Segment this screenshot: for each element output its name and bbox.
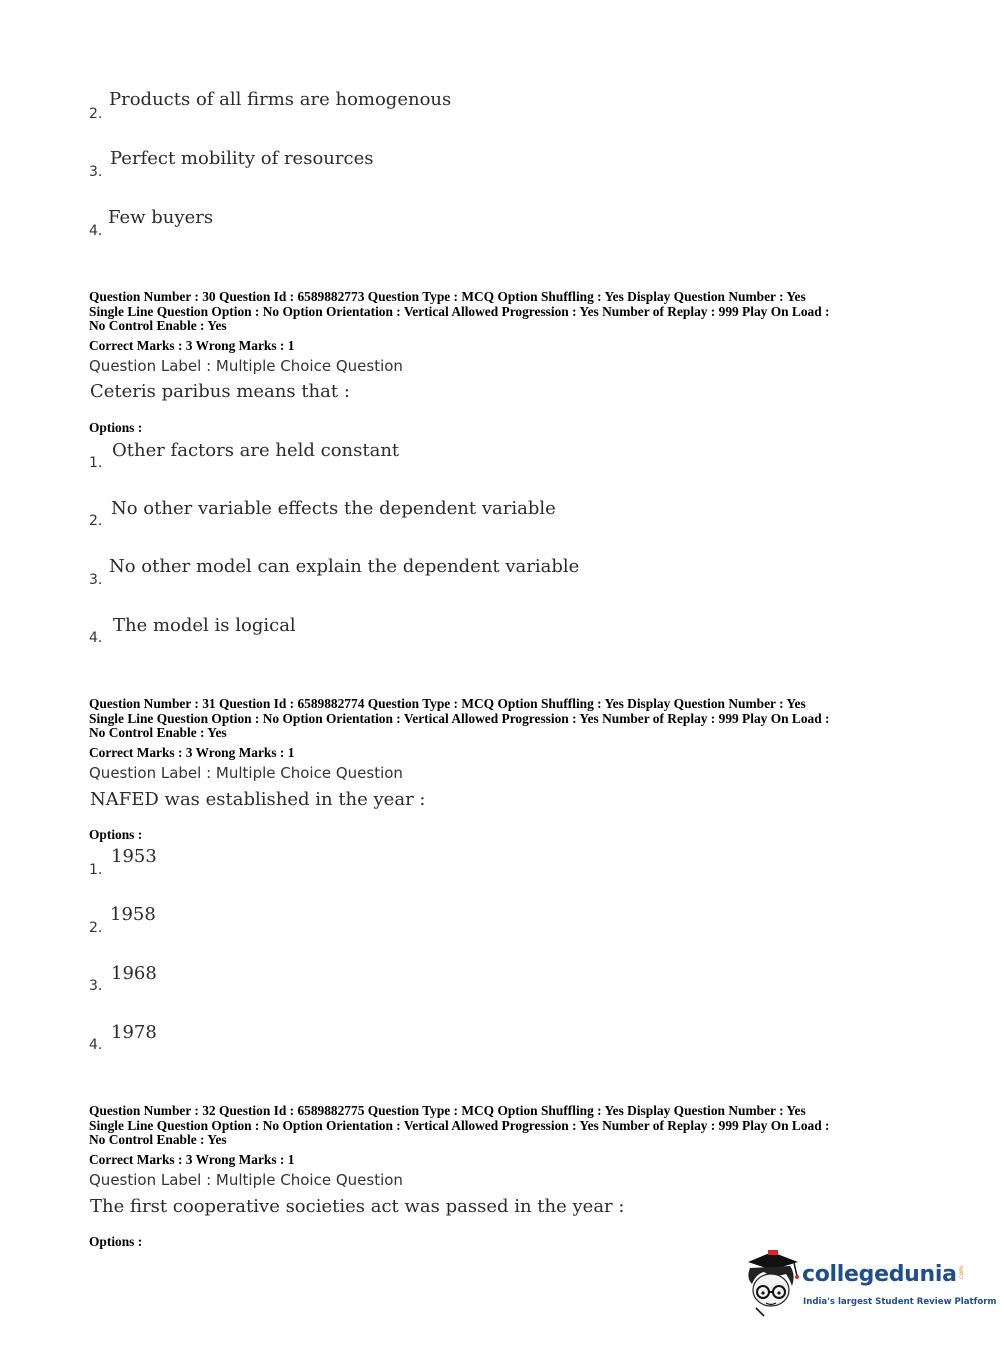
option-number: 4.: [89, 1037, 103, 1053]
meta-line: Question Number : 31 Question Id : 6589882774 Question Type : MCQ Option Shuffling : Yes Display Question Number : Yes: [89, 696, 806, 711]
option-text: Other factors are held constant: [112, 440, 400, 461]
meta-line: Question Number : 32 Question Id : 6589882775 Question Type : MCQ Option Shuffling : Yes Display Question Number : Yes: [89, 1103, 806, 1118]
option-number: 1.: [89, 862, 103, 878]
question-label: Question Label : Multiple Choice Question: [89, 764, 403, 782]
meta-line: No Control Enable : Yes: [89, 318, 227, 334]
question-text: NAFED was established in the year :: [90, 789, 426, 810]
options-label: Options :: [89, 420, 143, 435]
question-text: The first cooperative societies act was passed in the year :: [90, 1196, 625, 1217]
option-number: 3.: [89, 572, 103, 588]
question-text: Ceteris paribus means that :: [90, 381, 350, 402]
meta-line: No Control Enable : Yes: [89, 1132, 227, 1148]
option-number: 2.: [89, 106, 103, 122]
meta-line: No Control Enable : Yes: [89, 725, 227, 741]
options-label: Options :: [89, 827, 143, 842]
option-number: 3.: [89, 978, 103, 994]
question-label: Question Label : Multiple Choice Question: [89, 1171, 403, 1189]
question-marks: Correct Marks : 3 Wrong Marks : 1: [89, 1152, 295, 1167]
question-marks: Correct Marks : 3 Wrong Marks : 1: [89, 338, 295, 353]
option-number: 3.: [89, 164, 103, 180]
question-meta: [89, 697, 919, 741]
collegedunia-logo: [742, 1248, 997, 1320]
mascot-icon: [742, 1248, 800, 1318]
meta-line: Single Line Question Option : No Option Orientation : Vertical Allowed Progression : Yes Number of Replay : 999 Play On Load :: [89, 710, 830, 726]
option-text: 1978: [111, 1022, 157, 1043]
option-text: No other model can explain the dependent variable: [109, 556, 580, 577]
question-meta: [89, 1104, 919, 1148]
question-label: Question Label : Multiple Choice Question: [89, 357, 403, 375]
option-number: 2.: [89, 920, 103, 936]
option-text: 1953: [111, 846, 157, 867]
meta-line: Single Line Question Option : No Option Orientation : Vertical Allowed Progression : Yes Number of Replay : 999 Play On Load :: [89, 1117, 830, 1133]
logo-suffix: .com: [958, 1266, 965, 1281]
options-label: Options :: [89, 1234, 143, 1249]
option-text: 1968: [111, 963, 157, 984]
meta-line: Single Line Question Option : No Option Orientation : Vertical Allowed Progression : Yes Number of Replay : 999 Play On Load :: [89, 303, 830, 319]
option-text: Few buyers: [108, 207, 214, 228]
option-text: Perfect mobility of resources: [110, 148, 374, 169]
option-text: 1958: [110, 904, 156, 925]
meta-line: Question Number : 30 Question Id : 6589882773 Question Type : MCQ Option Shuffling : Yes Display Question Number : Yes: [89, 289, 806, 304]
logo-name: collegedunia: [802, 1262, 957, 1287]
option-number: 4.: [89, 223, 103, 239]
option-text: The model is logical: [113, 615, 296, 636]
option-text: No other variable effects the dependent variable: [111, 498, 556, 519]
logo-tagline: India's largest Student Review Platform: [803, 1297, 997, 1307]
option-number: 1.: [89, 455, 103, 471]
option-number: 2.: [89, 513, 103, 529]
question-meta: [89, 290, 919, 334]
question-marks: Correct Marks : 3 Wrong Marks : 1: [89, 745, 295, 760]
option-number: 4.: [89, 630, 103, 646]
option-text: Products of all firms are homogenous: [109, 89, 452, 110]
